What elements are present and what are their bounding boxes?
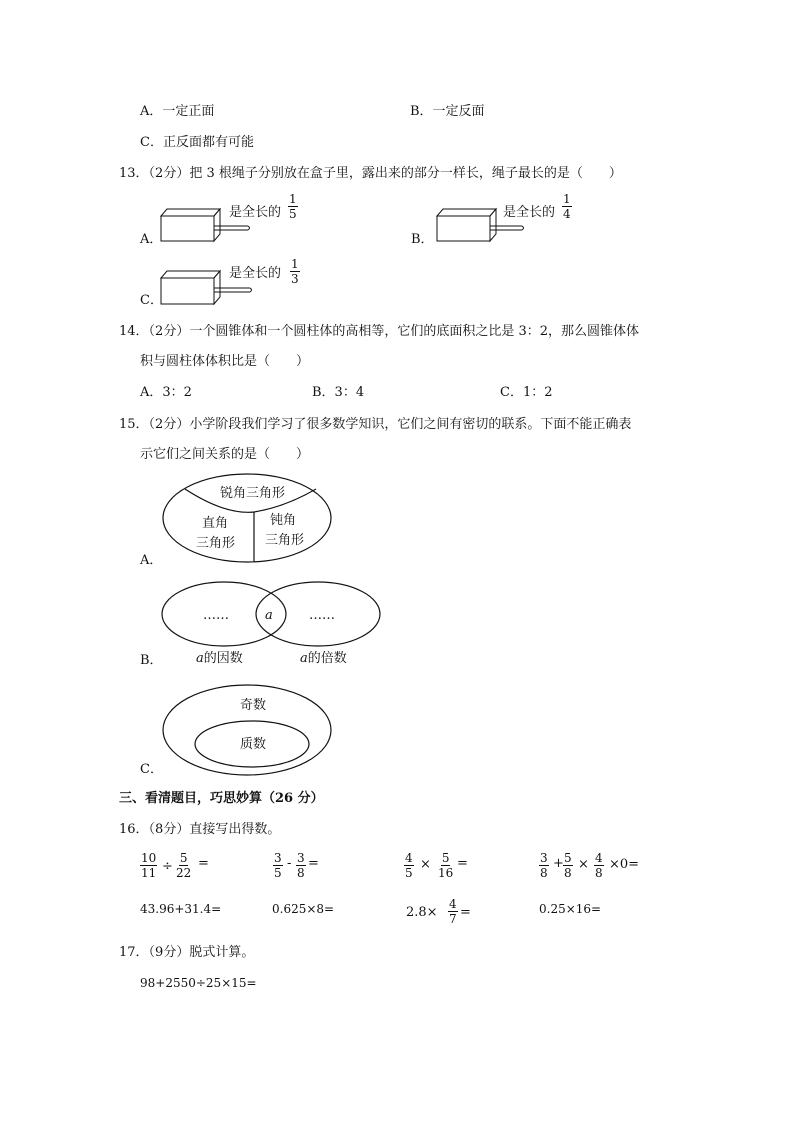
q16-e2-frac2-den: 8 (297, 866, 305, 880)
q16-e4-frac1-den: 8 (540, 866, 548, 880)
q13-c-denominator: 3 (291, 272, 299, 286)
q16-e1-frac2 (176, 852, 191, 879)
q16-e3-frac1-den: 5 (405, 866, 413, 880)
q15-stem-line2: 示它们之间关系的是（ ） (140, 447, 310, 462)
q16-e2-op: - (287, 856, 292, 871)
q16-e7-frac (448, 898, 458, 925)
q16-e4-frac2 (563, 852, 573, 879)
q16-e3-frac2 (438, 852, 453, 879)
q13-a-denominator: 5 (289, 207, 297, 221)
q16-e2-frac1-den: 5 (274, 866, 282, 880)
q13-a-numerator: 1 (289, 192, 297, 206)
q13-c-numerator: 1 (291, 257, 299, 271)
q16-e6: 0.625×8= (272, 902, 335, 916)
q16-stem: 16．（8分）直接写出得数。 (119, 822, 281, 837)
q16-e4-frac2-num: 5 (564, 851, 572, 865)
q13-b-fraction (562, 193, 572, 220)
q14-stem-line1: 14．（2分）一个圆锥体和一个圆柱体的高相等，它们的底面积之比是 3：2，那么圆锥体体 (119, 324, 639, 339)
q15-c-inner-label: 质数 (240, 737, 267, 752)
q16-e2-frac1-num: 3 (274, 851, 282, 865)
q13-b-label: 是全长的 (503, 205, 556, 220)
q16-e7-frac-num: 4 (449, 897, 457, 911)
q16-e4-frac1-num: 3 (540, 851, 548, 865)
q12-option-b: B．一定反面 (410, 104, 485, 119)
q16-e1-op: ÷ (162, 859, 173, 874)
q16-e8: 0.25×16= (539, 902, 602, 916)
q15-b-left-var: a (196, 651, 204, 666)
q14-option-c: C．1：2 (500, 385, 553, 400)
q13-b-denominator: 4 (563, 207, 571, 221)
q16-e2-frac2 (296, 852, 306, 879)
q15-b-right-var: a (300, 651, 308, 666)
q16-e4-frac3 (594, 852, 604, 879)
q16-e3-frac1 (404, 852, 414, 879)
q16-e4-frac1 (539, 852, 549, 879)
q15-c-outer-label: 奇数 (240, 698, 267, 713)
q12-option-a: A．一定正面 (140, 104, 215, 119)
q13-b-numerator: 1 (563, 192, 571, 206)
q16-e7-pre: 2.8× (406, 905, 438, 920)
q16-e1-frac2-num: 5 (179, 851, 188, 865)
q15-b-left-dots: …… (203, 608, 229, 623)
q16-e1-frac1 (140, 852, 157, 879)
q16-e3-frac2-num: 5 (441, 851, 450, 865)
q16-e4-op1: + (553, 856, 564, 871)
q13-option-a: A． (140, 232, 163, 247)
q16-e4-frac2-den: 8 (564, 866, 572, 880)
q16-e3-frac1-num: 4 (405, 851, 413, 865)
q16-e7-eq: = (460, 905, 471, 920)
q15-b-left-label: 的因数 (203, 651, 243, 666)
q13-a-label: 是全长的 (229, 205, 282, 220)
q13-option-c: C． (140, 293, 163, 308)
q15-b-left-caption (196, 652, 243, 665)
q15-b-right-label: 的倍数 (307, 651, 347, 666)
q16-e3-eq: = (457, 856, 468, 871)
section-3-title: 三、看清题目，巧思妙算（26 分） (119, 791, 324, 806)
q16-e4-frac3-num: 4 (595, 851, 603, 865)
q15-stem-line1: 15．（2分）小学阶段我们学习了很多数学知识，它们之间有密切的联系。下面不能正确表 (119, 417, 632, 432)
q15-option-a: A． (140, 553, 163, 568)
q16-e5: 43.96+31.4= (140, 902, 222, 916)
q16-e4-frac3-den: 8 (595, 866, 603, 880)
q15-a-obtuse-label-2: 三角形 (265, 533, 305, 548)
q16-e2-frac2-num: 3 (297, 851, 305, 865)
q14-stem-line2: 积与圆柱体体积比是（ ） (140, 354, 310, 369)
q15-b-right-dots: …… (309, 608, 335, 623)
q17-stem: 17．（9分）脱式计算。 (119, 945, 255, 960)
q13-a-fraction (288, 193, 298, 220)
q16-e2-eq: = (308, 856, 319, 871)
q13-stem: 13．（2分）把 3 根绳子分别放在盒子里，露出来的部分一样长，绳子最长的是（ ） (119, 166, 622, 181)
q15-option-c: C． (140, 762, 163, 777)
q16-e1-frac1-num: 10 (141, 851, 157, 865)
q15-b-right-caption (300, 652, 347, 665)
q12-option-c: C．正反面都有可能 (140, 135, 254, 150)
q16-e3-frac2-den: 16 (438, 866, 454, 880)
q15-a-obtuse-label-1: 钝角 (270, 513, 297, 528)
q16-e7-frac-den: 7 (449, 912, 457, 926)
q16-e2-frac1 (273, 852, 283, 879)
q14-option-b: B．3：4 (312, 385, 365, 400)
q16-e1-frac2-den: 22 (176, 866, 192, 880)
q15-a-right-label-1: 直角 (202, 516, 229, 531)
q17-e1: 98+2550÷25×15= (140, 976, 257, 990)
q13-c-label: 是全长的 (229, 266, 282, 281)
q15-option-b: B． (140, 653, 163, 668)
q16-e4-op2: × (578, 857, 589, 872)
q13-option-b: B． (411, 232, 434, 247)
q14-option-a: A．3：2 (140, 385, 192, 400)
q16-e1-frac1-den: 11 (141, 866, 157, 880)
q16-e4-tail: ×0= (609, 857, 640, 872)
q16-e1-eq: = (198, 856, 209, 871)
q15-a-acute-label: 锐角三角形 (220, 486, 286, 501)
q15-b-center-var: a (265, 608, 273, 623)
q15-a-right-label-2: 三角形 (196, 536, 236, 551)
q13-c-fraction (290, 258, 300, 285)
q16-e3-op: × (420, 857, 431, 872)
